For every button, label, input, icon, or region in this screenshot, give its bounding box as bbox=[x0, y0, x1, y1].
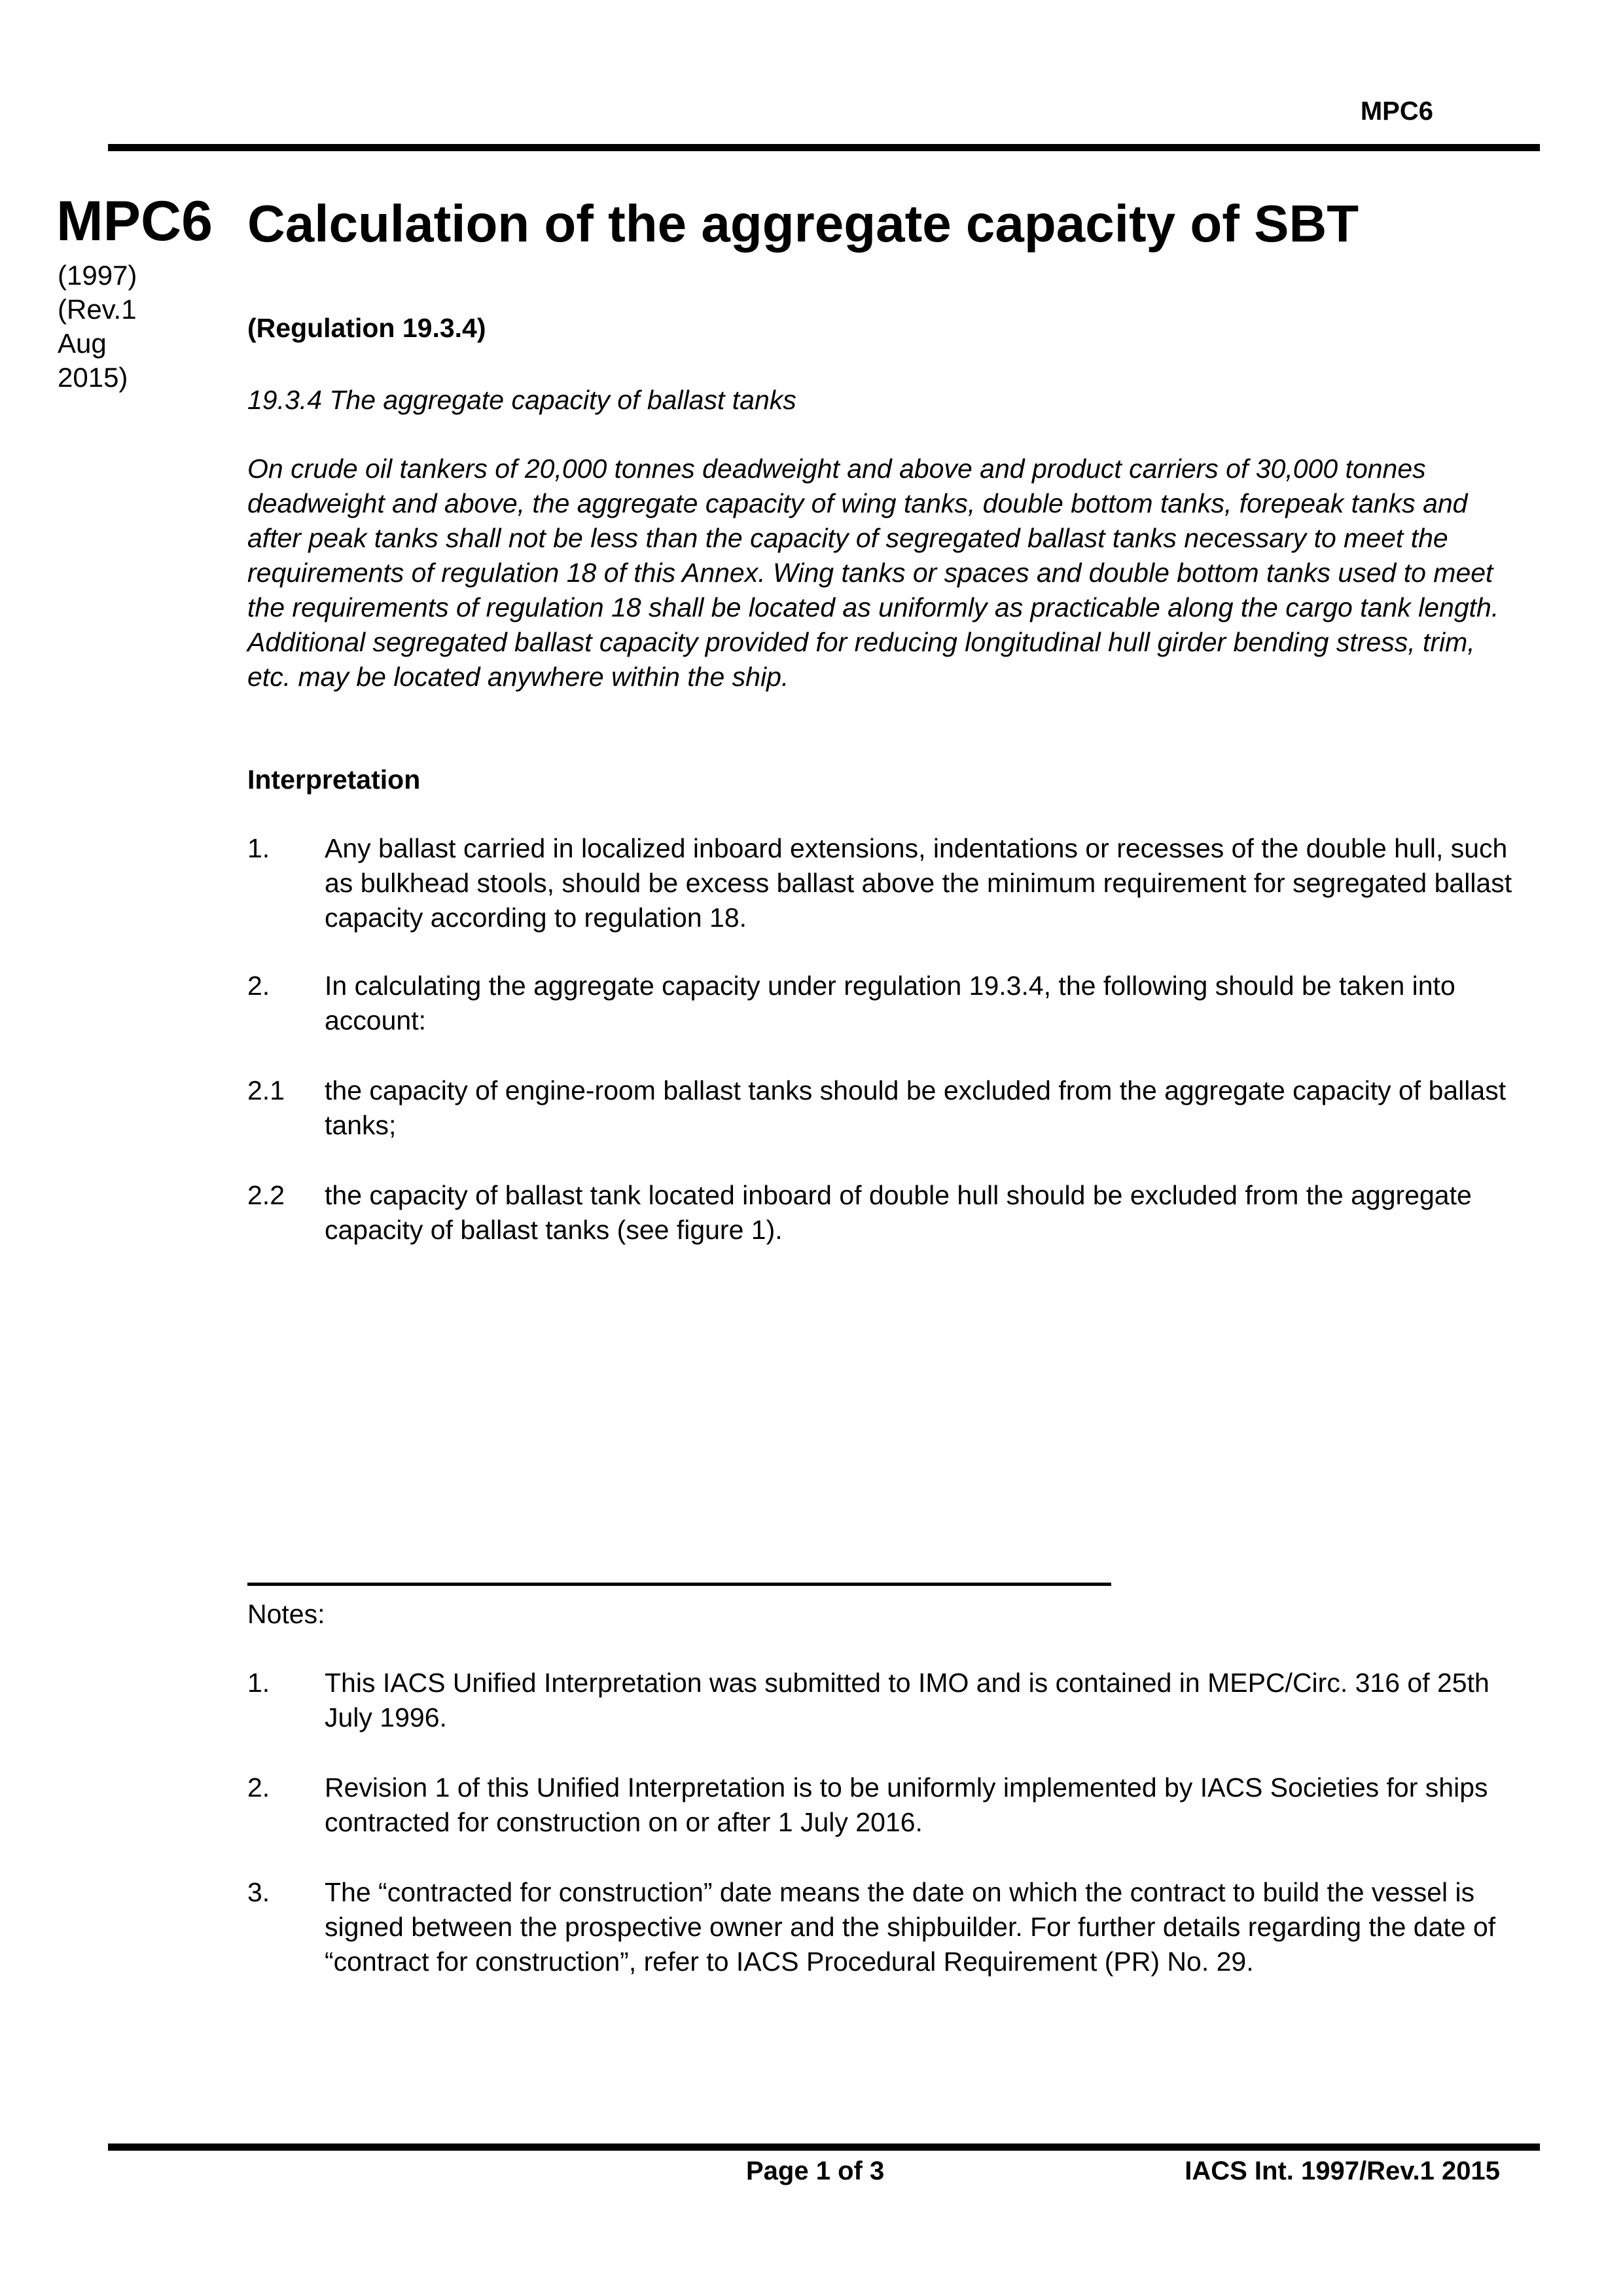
regulation-text: On crude oil tankers of 20,000 tonnes deadweight and above and product carriers of 30,000 tonnes deadweight and above, the aggregate capacity of wing tanks, double bottom tanks, forepeak tanks and after peak tanks shall not be less than the capacity of segregated ballast tanks necessary to meet the requirements of regulation 18 of this Annex. Wing tanks or spaces and double bottom tanks used to meet the requirements of regulation 18 shall be located as uniformly as practicable along the cargo tank length. Additional segregated ballast capacity provided for reducing longitudinal hull girder bending stress, trim, etc. may be located anywhere within the ship. bbox=[247, 454, 1499, 692]
item-text: the capacity of ballast tank located inboard of double hull should be excluded from the aggregate capacity of ballast tanks (see figure 1). bbox=[325, 1180, 1472, 1245]
item-text: Any ballast carried in localized inboard extensions, indentations or recesses of the double hull, such as bulkhead stools, should be excess ballast above the minimum requirement for segregated ballast capacity according to regulation 18. bbox=[325, 833, 1512, 933]
footer-page-number: Page 1 of 3 bbox=[746, 2157, 885, 2185]
footer-reference: IACS Int. 1997/Rev.1 2015 bbox=[1185, 2157, 1500, 2185]
sidebar-meta-line: (Rev.1 bbox=[58, 294, 137, 325]
sidebar-meta-line: 2015) bbox=[58, 362, 128, 393]
notes-heading: Notes: bbox=[247, 1599, 325, 1629]
regulation-ref: (Regulation 19.3.4) bbox=[247, 313, 486, 343]
sidebar-code: MPC6 bbox=[56, 190, 213, 253]
item-number: 2. bbox=[247, 1772, 270, 1803]
item-number: 1. bbox=[247, 833, 270, 863]
header-code: MPC6 bbox=[1360, 97, 1433, 126]
item-number: 2.1 bbox=[247, 1075, 285, 1105]
interpretation-heading: Interpretation bbox=[247, 764, 421, 795]
item-text: The “contracted for construction” date means the date on which the contract to build the vessel is signed between the prospective owner and the shipbuilder. For further details regarding the date of “contract for construction”, refer to IACS Procedural Requirement (PR) No. 29. bbox=[325, 1877, 1496, 1977]
sidebar-meta bbox=[58, 259, 175, 395]
item-text: Revision 1 of this Unified Interpretation is to be uniformly implemented by IACS Societies for ships contracted for construction on or after 1 July 2016. bbox=[325, 1772, 1488, 1837]
sidebar-meta-line: (1997) bbox=[58, 260, 137, 291]
item-text: In calculating the aggregate capacity under regulation 19.3.4, the following should be taken into account: bbox=[325, 971, 1455, 1035]
footer-rule bbox=[108, 2144, 1540, 2151]
item-number: 2.2 bbox=[247, 1180, 285, 1210]
regulation-heading: 19.3.4 The aggregate capacity of ballast tanks bbox=[247, 385, 796, 415]
notes-separator bbox=[247, 1583, 1111, 1586]
item-number: 3. bbox=[247, 1877, 270, 1907]
sidebar-meta-line: Aug bbox=[58, 328, 107, 359]
page-title: Calculation of the aggregate capacity of SBT bbox=[247, 194, 1359, 253]
item-text: This IACS Unified Interpretation was submitted to IMO and is contained in MEPC/Circ. 316 of 25th July 1996. bbox=[325, 1668, 1489, 1732]
item-text: the capacity of engine-room ballast tanks should be excluded from the aggregate capacity of ballast tanks; bbox=[325, 1075, 1507, 1140]
item-number: 1. bbox=[247, 1668, 270, 1698]
header-rule bbox=[108, 144, 1540, 151]
item-number: 2. bbox=[247, 971, 270, 1001]
